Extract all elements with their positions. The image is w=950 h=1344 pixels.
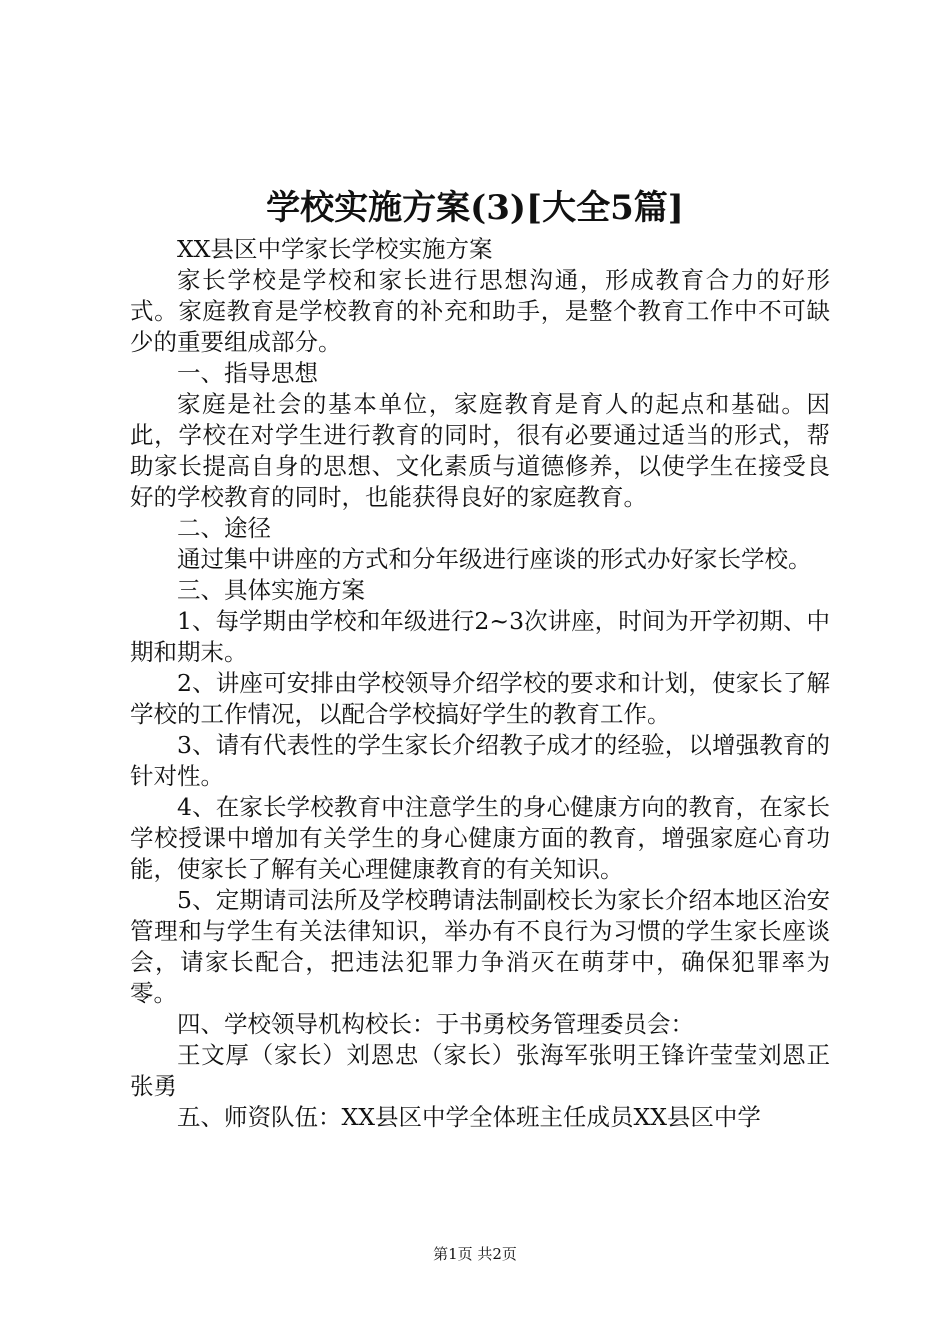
section-heading-faculty: 五、师资队伍：XX县区中学全体班主任成员XX县区中学 bbox=[177, 1103, 761, 1131]
list-item-2: 2、讲座可安排由学校领导介绍学校的要求和计划，使家长了解学校的工作情况，以配合学校搞好学生的教育工作。 bbox=[130, 669, 830, 728]
section-heading-implementation: 三、具体实施方案 bbox=[177, 576, 365, 604]
page-footer: 第1页 共2页 bbox=[433, 1245, 517, 1263]
paragraph-committee-members: 王文厚（家长）刘恩忠（家长）张海军张明王锋许莹莹刘恩正张勇 bbox=[130, 1041, 830, 1100]
document-title: 学校实施方案(3)[大全5篇] bbox=[266, 188, 684, 228]
list-item-4: 4、在家长学校教育中注意学生的身心健康方向的教育，在家长学校授课中增加有关学生的身心健康方面的教育，增强家庭心育功能，使家长了解有关心理健康教育的有关知识。 bbox=[130, 793, 830, 883]
paragraph-guiding-thought: 家庭是社会的基本单位，家庭教育是育人的起点和基础。因此，学校在对学生进行教育的同时，很有必要通过适当的形式，帮助家长提高自身的思想、文化素质与道德修养，以使学生在接受良好的学校教育的同时，也能获得良好的家庭教育。 bbox=[130, 390, 830, 511]
list-item-3: 3、请有代表性的学生家长介绍教子成才的经验，以增强教育的针对性。 bbox=[130, 731, 830, 790]
paragraph-intro: 家长学校是学校和家长进行思想沟通，形成教育合力的好形式。家庭教育是学校教育的补充和助手，是整个教育工作中不可缺少的重要组成部分。 bbox=[130, 266, 830, 356]
section-heading-guiding-thought: 一、指导思想 bbox=[177, 359, 318, 387]
list-item-1: 1、每学期由学校和年级进行2~3次讲座，时间为开学初期、中期和期末。 bbox=[130, 607, 830, 666]
paragraph-approach: 通过集中讲座的方式和分年级进行座谈的形式办好家长学校。 bbox=[177, 545, 812, 573]
paragraph-heading: XX县区中学家长学校实施方案 bbox=[177, 235, 493, 263]
section-heading-approach: 二、途径 bbox=[177, 514, 271, 542]
document-body bbox=[130, 234, 830, 1133]
section-heading-leadership: 四、学校领导机构校长：于书勇校务管理委员会： bbox=[177, 1010, 694, 1038]
list-item-5: 5、定期请司法所及学校聘请法制副校长为家长介绍本地区治安管理和与学生有关法律知识，举办有不良行为习惯的学生家长座谈会，请家长配合，把违法犯罪力争消灭在萌芽中，确保犯罪率为零。 bbox=[130, 886, 830, 1007]
